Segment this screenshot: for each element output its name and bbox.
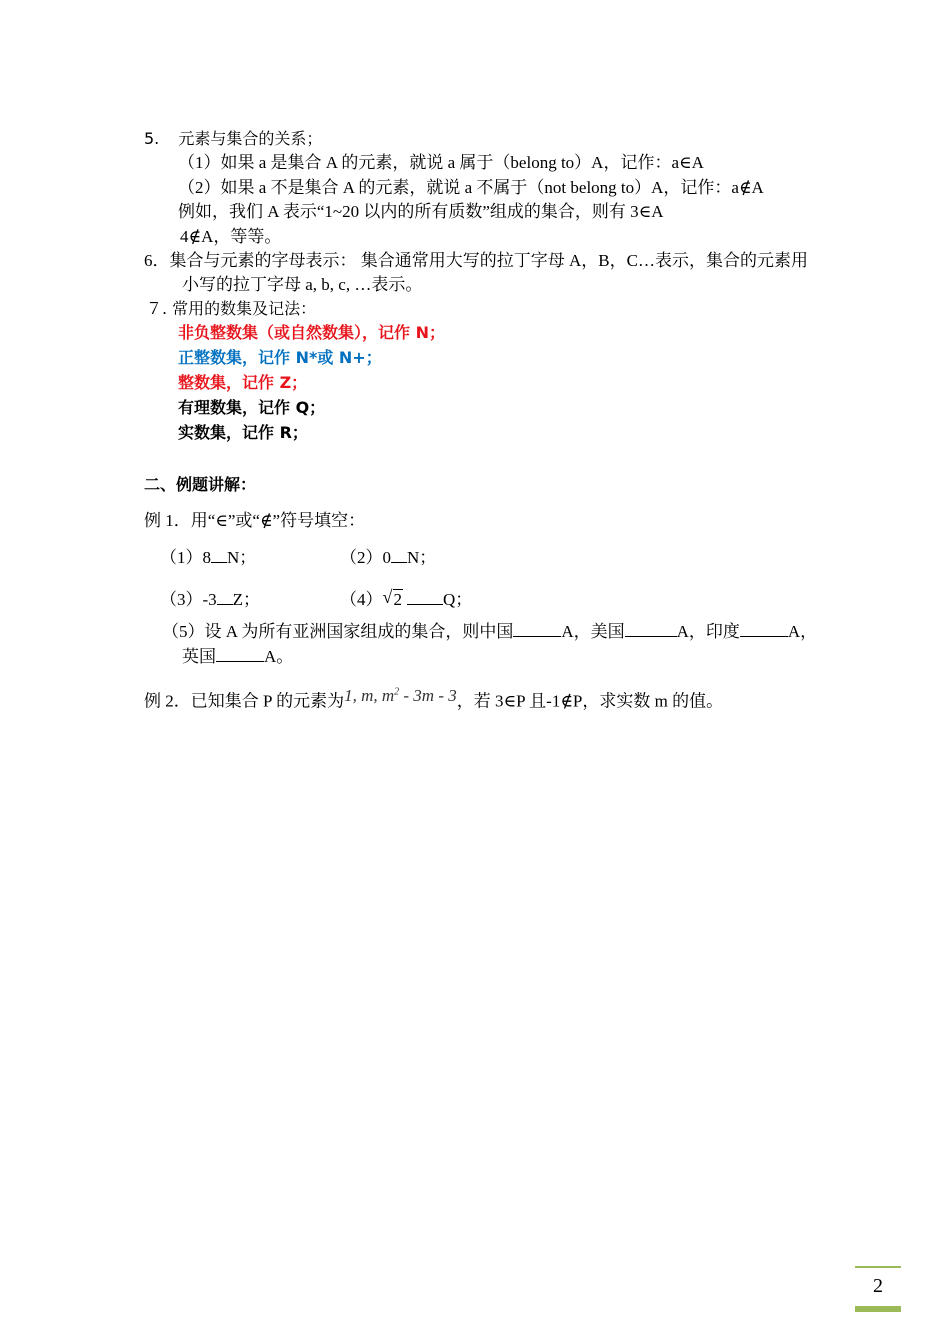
example1-q2-prefix: （2）0: [340, 548, 391, 567]
example2-formula-part-a: 1, m, m: [344, 685, 395, 705]
example2-formula-part-b: - 3m - 3: [399, 685, 457, 705]
example1-q3-suffix: Z；: [232, 590, 261, 609]
example1-q5-line1: [162, 620, 817, 643]
example1-q1: [160, 546, 256, 569]
section7-heading: ７. 常用的数集及记法：: [146, 299, 317, 318]
examples-heading: 二、例题讲解：: [144, 475, 257, 494]
section5-title: 元素与集合的关系；: [178, 129, 323, 148]
example1-q5-text-a: （5）设 A 为所有亚洲国家组成的集合，则中国: [162, 622, 514, 641]
example1-q2-blank[interactable]: [391, 546, 407, 563]
section5-number: 5.: [144, 129, 160, 148]
example1-q1-suffix: N；: [227, 548, 257, 567]
example1-q3-blank[interactable]: [217, 588, 233, 605]
example1-q4-blank[interactable]: [407, 588, 443, 605]
example2-formula: [344, 686, 457, 705]
number-set-rationals: 有理数集，记作 Q；: [178, 398, 326, 417]
sqrt-symbol: √ 2: [382, 587, 402, 609]
example1-q5-blank-china[interactable]: [513, 620, 561, 637]
section5-line2: （2）如果 a 不是集合 A 的元素，就说 a 不属于（not belong to）A，记作：a∉A: [178, 178, 764, 197]
example1-q4: [340, 588, 472, 611]
section5-heading: [144, 128, 322, 150]
number-set-integers: 整数集，记作 Z；: [178, 373, 308, 392]
section5-line4: 4∉A，等等。: [180, 227, 282, 246]
example2-formula-exponent: 2: [394, 686, 400, 697]
example1-q5-blank-uk[interactable]: [216, 645, 264, 662]
example1-q1-blank[interactable]: [211, 546, 227, 563]
section6-line1: 6．集合与元素的字母表示： 集合通常用大写的拉丁字母 A，B，C…表示，集合的元素用: [144, 251, 808, 270]
example1-q5-text-c: A，印度: [676, 622, 740, 641]
example1-q3-prefix: （3）-3: [160, 590, 217, 609]
example2-suffix: ，若 3∈P 且-1∉P，求实数 m 的值。: [456, 691, 724, 711]
example2-prefix: 例 2．已知集合 P 的元素为: [144, 691, 345, 711]
example1-q2-suffix: N；: [407, 548, 437, 567]
page-number: 2: [873, 1275, 883, 1297]
section5-line1: （1）如果 a 是集合 A 的元素，就说 a 属于（belong to）A，记作：a∈A: [178, 153, 704, 172]
example1-q1-prefix: （1）8: [160, 548, 211, 567]
example1-q4-prefix: （4）: [340, 590, 383, 609]
example1-q5-line2: [182, 645, 293, 668]
example1-q4-suffix: Q；: [443, 590, 473, 609]
example1-q5-text-b: A，美国: [561, 622, 625, 641]
section5-line3: 例如，我们 A 表示“1~20 以内的所有质数”组成的集合，则有 3∈A: [178, 202, 664, 221]
example1-q5-text-d: A，: [787, 622, 818, 641]
number-set-reals: 实数集，记作 R；: [178, 423, 308, 442]
example1-q5-text-f: A。: [264, 647, 294, 666]
number-set-positive-integers: 正整数集，记作 N*或 N+；: [178, 348, 382, 367]
page-number-box: [855, 1266, 901, 1312]
section6-line2: 小写的拉丁字母 a, b, c, …表示。: [182, 275, 423, 294]
example1-q5-text-e: 英国: [182, 647, 216, 666]
example1-q3: [160, 588, 260, 611]
example1-q5-blank-india[interactable]: [740, 620, 788, 637]
number-set-natural: 非负整数集（或自然数集），记作 N；: [178, 323, 445, 342]
example1-q2: [340, 546, 436, 569]
example1-q5-blank-usa[interactable]: [625, 620, 677, 637]
example2: [144, 687, 723, 713]
example1-intro: 例 1．用“∈”或“∉”符号填空：: [144, 511, 366, 530]
sqrt-radicand: 2: [393, 590, 402, 609]
